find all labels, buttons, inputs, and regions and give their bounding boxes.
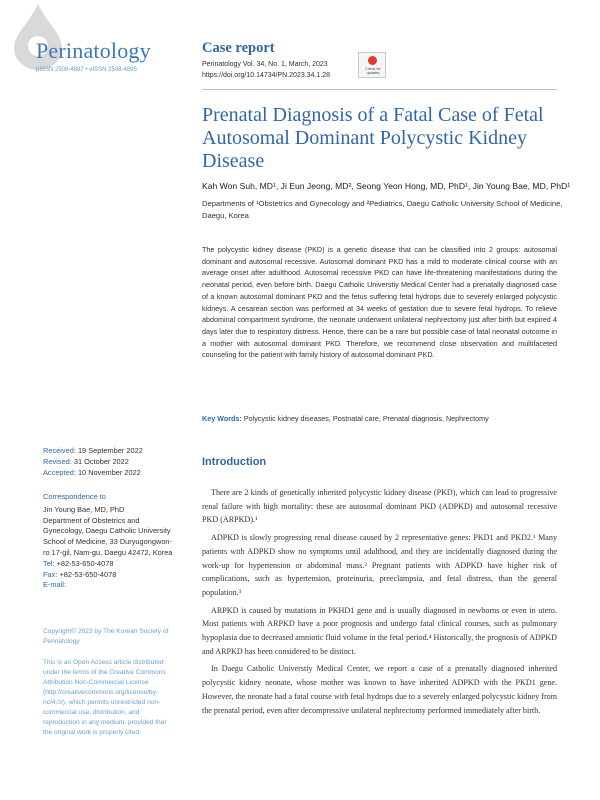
keywords-text: Polycystic kidney diseases, Postnatal care, Prenatal diagnosis, Nephrectomy — [243, 414, 489, 423]
citation-block — [202, 60, 330, 81]
revised-date: Revised: 31 October 2022 — [43, 456, 129, 466]
correspondence-address: Department of Obstetrics and Gynecology, Daegu Catholic University School of Medicine, 33 Duryugongwon-ro 17-gil, Nam-gu, Daegu 42472, Korea — [43, 515, 173, 557]
correspondence-email: E-mail: — [43, 580, 66, 590]
intro-paragraph: There are 2 kinds of genetically inherited polycystic kidney disease (PKD), which can lead to progressive renal failure with high mortality: these are autosomal dominant PKD (ADPKD) and autosomal recessive PKD (ARPKD).¹ — [202, 488, 557, 525]
introduction-heading: Introduction — [202, 456, 267, 468]
keywords — [202, 414, 562, 423]
abstract: The polycystic kidney disease (PKD) is a genetic disease that can be classified into 2 groups: autosomal dominant and autosomal recessive. Autosomal dominant PKD has a mild to moderate clinical course with an average onset after adulthood. Autosomal recessive PKD can have life-threatening manifestations during the neonatal period, even before birth. Daegu Catholic Universtiy Medical Center had a prenatally diagnosed case of a known autosomal dominant PKD and the fetus suffering fetal hydrops due to severely enlarged polycystic kidneys. A cesarean section was performed at 34 weeks of gestation due to severe fetal hydrops. To relieve abdominal compartment syndrome, the neonate underwent unilateral nephrectomy just after birth but expired 4 days later due to respiratory distress. Hence, there can be a rare but possible case of fatal neonatal outcome in a mother with autosomal dominant PKD. Therefore, we recommend close observation and multifaceted counseling for the patient with family history of autosomal dominant PKD. — [202, 245, 557, 360]
introduction-body — [202, 486, 557, 721]
crossmark-badge[interactable] — [358, 52, 386, 78]
accepted-date: Accepted: 10 November 2022 — [43, 467, 141, 477]
intro-paragraph: ARPKD is caused by mutations in PKHD1 gene and is usually diagnosed in newborns or even in utero. Most patients with ARPKD have a poor prognosis and undergo fatal clinical courses, such as pulmonary hypoplasia due to decreased amniotic fluid volume in the fetal period.⁴ Historically, the prognosis of ADPKD and ARPKD has been considered to be distinct. — [202, 605, 557, 656]
correspondence-heading: Correspondence to — [43, 492, 106, 501]
author-list: Kah Won Suh, MD¹, Ji Eun Jeong, MD², Seong Yeon Hong, MD, PhD¹, Jin Young Bae, MD, PhD¹ — [202, 181, 571, 191]
affiliations: Departments of ¹Obstetrics and Gynecology and ²Pediatrics, Daegu Catholic University School of Medicine, Daegu, Korea — [202, 199, 563, 220]
article-title: Prenatal Diagnosis of a Fatal Case of Fetal Autosomal Dominant Polycystic Kidney Disease — [202, 104, 544, 172]
doi-link[interactable]: https://doi.org/10.14734/PN.2023.34.1.28 — [202, 71, 331, 79]
correspondence-fax: Fax: +82-53-650-4078 — [43, 569, 117, 579]
correspondence — [43, 492, 173, 591]
article-dates — [43, 446, 173, 478]
article-type: Case report — [202, 40, 275, 56]
crossmark-label: Check for updates — [365, 67, 381, 76]
header-divider — [202, 89, 557, 90]
journal-issn: pISSN 2508-4887 • eISSN 2508-4895 — [36, 67, 137, 73]
intro-paragraph: In Daegu Catholic Universtiy Medical Center, we report a case of a prenatally diagnosed inherited polycystic kidney neonate, whose mother was known to have inherited ADPKD with the PKD1 gene. However, the neonate had a fatal course with fetal hydrops due to a severely enlarged polycystic kidney from the prenatal period, even after decompressive unilateral nephrectomy performed immediately after birth. — [202, 664, 557, 715]
correspondence-name: Jin Young Bae, MD, PhD — [43, 504, 125, 514]
journal-name: Perinatology — [36, 38, 151, 63]
keywords-label: Key Words: — [202, 414, 242, 423]
intro-paragraph: ADPKD is slowly progressing renal disease caused by 2 representative genes: PKD1 and PKD2.¹ Many patients with ADPKD show no symptoms until adulthood, and they are incidentally diagnosed during the work-up for hypertension or abdominal mass.² Pregnant patients with ADPKD have higher risk of complications, such as hypertension, proteinuria, preeclampsia, and fetal distress, than the general population.³ — [202, 533, 557, 597]
crossmark-icon — [368, 56, 377, 65]
copyright-notice: Copyright© 2023 by The Korean Society of Perinatology — [43, 628, 169, 645]
citation-line: Perinatology Vol. 34, No. 1, March, 2023 — [202, 61, 328, 68]
open-access-notice: This is an Open Access article distributed under the terms of the Creative Commons Attribution Non-Commercial License (http://creativecommons.org/license/by-nc/4.0/), which permits unrestricted non-commercial use, distribution, and reproduction in any medium, provided that the original work is properly cited. — [43, 659, 167, 736]
correspondence-tel: Tel: +82-53-650-4078 — [43, 558, 114, 568]
received-date: Received: 19 September 2022 — [43, 446, 143, 455]
